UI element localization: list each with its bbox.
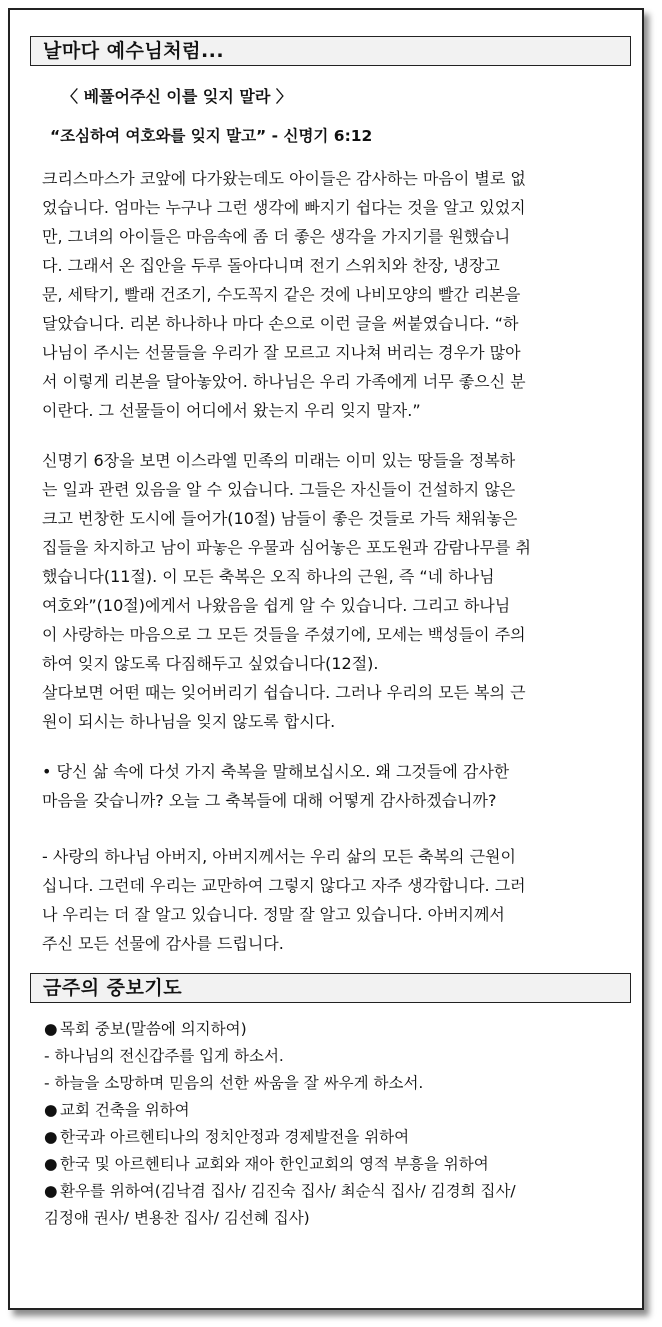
devotional-header bbox=[30, 36, 631, 66]
bullet-icon: ● bbox=[44, 1182, 58, 1200]
bullet-icon: ● bbox=[44, 1155, 58, 1173]
list-item: ● 한국 및 아르헨티나 교회와 재아 한인교회의 영적 부흥을 위하여 bbox=[44, 1151, 634, 1178]
devotional-subtitle: 〈 베풀어주신 이를 잊지 말라 〉 bbox=[62, 87, 292, 106]
bullet-icon: ● bbox=[44, 1101, 58, 1119]
list-item: ● 교회 건축을 위하여 bbox=[44, 1097, 634, 1124]
story-paragraph: 크리스마스가 코앞에 다가왔는데도 아이들은 감사하는 마음이 별로 없 었습니다. 엄마는 누구나 그런 생각에 빠지기 쉽다는 것을 알고 있었지 만, 그녀의 아이들은 마음속에 좀 더 좋은 생각을 가지기를 원했습니 다. 그래서 온 집안을 두루 돌아다니며 전기 스위치와 찬장, 냉장고 문, 세탁기, 빨래 건조기, 수도꼭지 같은 것에 나비모양의 빨간 리본을 달았습니다. 리본 하나하나 마다 손으로 이런 글을 써붙였습니다. “하 나님이 주시는 선물들을 우리가 잘 모르고 지나쳐 버리는 경우가 많아 서 이렇게 리본을 달아놓았어. 하나님은 우리 가족에게 너무 좋으신 분 이란다. 그 선물들이 어디에서 왔는지 우리 잊지 말자.” bbox=[42, 169, 526, 420]
list-item: 김정애 권사/ 변용찬 집사/ 김선혜 집사) bbox=[44, 1209, 310, 1227]
list-item: ● 한국과 아르헨티나의 정치안정과 경제발전을 위하여 bbox=[44, 1124, 634, 1151]
intercession-list bbox=[44, 1016, 634, 1232]
intercession-title: 금주의 중보기도 bbox=[43, 977, 183, 999]
prayer-paragraph: - 사랑의 하나님 아버지, 아버지께서는 우리 삶의 모든 축복의 근원이 십니다. 그런데 우리는 교만하여 그렇지 않다고 자주 생각합니다. 그러 나 우리는 더 잘 알고 있습니다. 정말 잘 알고 있습니다. 아버지께서 주신 모든 선물에 감사를 드립니다. bbox=[42, 847, 526, 953]
list-item: ● 환우를 위하여(김낙겸 집사/ 김진숙 집사/ 최순식 집사/ 김경희 집사/ bbox=[44, 1178, 634, 1205]
bullet-icon: ● bbox=[44, 1020, 58, 1038]
scripture-verse: “조심하여 여호와를 잊지 말고” - 신명기 6:12 bbox=[50, 127, 373, 145]
question-paragraph: • 당신 삶 속에 다섯 가지 축복을 말해보십시오. 왜 그것들에 감사한 마음을 갖습니까? 오늘 그 축복들에 대해 어떻게 감사하겠습니까? bbox=[42, 762, 510, 810]
list-item: - 하늘을 소망하며 믿음의 선한 싸움을 잘 싸우게 하소서. bbox=[44, 1074, 424, 1092]
list-item: ● 목회 중보(말씀에 의지하여) bbox=[44, 1016, 634, 1043]
intercession-header bbox=[30, 973, 631, 1003]
bullet-icon: ● bbox=[44, 1128, 58, 1146]
list-item: - 하나님의 전신갑주를 입게 하소서. bbox=[44, 1047, 284, 1065]
reflection-paragraph: 신명기 6장을 보면 이스라엘 민족의 미래는 이미 있는 땅들을 정복하 는 일과 관련 있음을 알 수 있습니다. 그들은 자신들이 건설하지 않은 크고 번창한 도시에 들어가(10절) 남들이 좋은 것들로 가득 채워놓은 집들을 차지하고 남이 파놓은 우물과 심어놓은 포도원과 감람나무를 취 했습니다(11절). 이 모든 축복은 오직 하나의 근원, 즉 “네 하나님 여호와”(10절)에게서 나왔음을 쉽게 알 수 있습니다. 그리고 하나님 이 사랑하는 마음으로 그 모든 것들을 주셨기에, 모세는 백성들이 주의 하여 잊지 않도록 다짐해두고 싶었습니다(12절). 살다보면 어떤 때는 잊어버리기 쉽습니다. 그러나 우리의 모든 복의 근 원이 되시는 하나님을 잊지 않도록 합시다. bbox=[42, 451, 531, 731]
devotional-title: 날마다 예수님처럼... bbox=[43, 40, 225, 62]
